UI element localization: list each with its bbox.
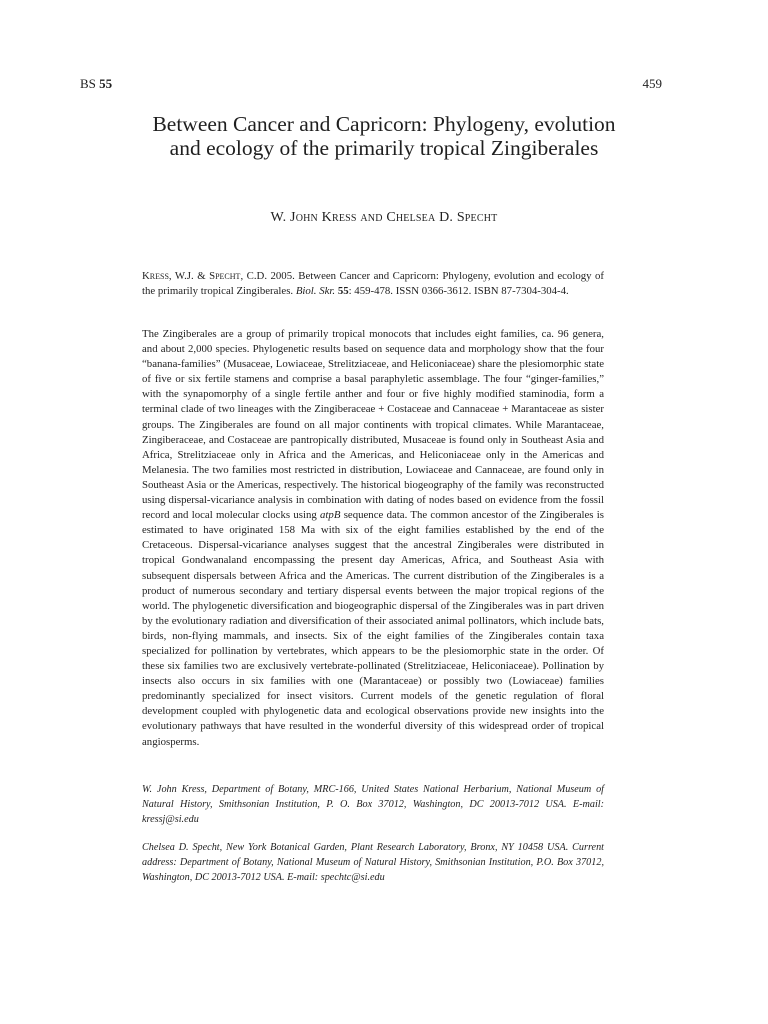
journal-volume: 55 (99, 76, 113, 91)
running-head-journal (80, 76, 112, 92)
citation-initials: , W.J. & (168, 270, 210, 282)
citation-tail: : 459-478. ISSN 0366-3612. ISBN 87-7304-304-4. (348, 285, 569, 297)
affiliation-kress: W. John Kress, Department of Botany, MRC-166, United States National Herbarium, National Museum of Natural History, Smithsonian Institution, P. O. Box 37012, Washington, DC 20013-7012 USA. E-mail: kressj@si.edu (142, 784, 604, 825)
article-title: Between Cancer and Capricorn: Phylogeny, evolution and ecology of the primarily tropical Zingiberales (152, 112, 616, 160)
citation-main: , C.D. 2005. Between Cancer and Capricorn: Phylogeny, evolution and ecology of the primarily tropical Zingiberales. (142, 270, 604, 297)
abstract-part-2: sequence data. The common ancestor of the Zingiberales is estimated to have originated 158 Ma with six of the eight families established by the end of the Cretaceous. Dispersal-vicariance analyses suggest that the ancestral Zingiberales were distributed in tropical Gondwanaland encompassing the present day Americas, Africa, and Southeast Asia with subsequent dispersals between Africa and the Americas. The current distribution of the Zingiberales is a product of numerous secondary and tertiary dispersal events between the major tropical regions of the world. The phylogenetic diversification and biogeographic dispersal of the Zingiberales was in part driven by the evolutionary radiation and diversification of their associated animal pollinators, which include bats, birds, non-flying mammals, and insects. Six of the eight families of the Zingiberales contain taxa specialized for pollination by vertebrates, which appears to be the plesiomorphic state in the order. Of these six families two are exclusively vertebrate-pollinated (Strelitziaceae, Heliconiaceae). Pollination by insects also occurs in six families with one (Marantaceae) or possibly two (Lowiaceae) families predominantly specialized for insect visitors. Current models of the genetic regulation of floral development coupled with phylogenetic data and ecological observations provide new insights into the evolutionary pathways that have resulted in the wonderful diversity of this widespread order of tropical angiosperms. (142, 509, 604, 748)
author-line: W. John Kress and Chelsea D. Specht (270, 210, 498, 225)
page-number: 459 (642, 76, 662, 91)
affiliation-specht: Chelsea D. Specht, New York Botanical Garden, Plant Research Laboratory, Bronx, NY 10458 USA. Current address: Department of Botany, National Museum of Natural History, Smithsonian Institution, P.O. Box 37012, Washington, DC 20013-7012 USA. E-mail: spechtc@si.edu (142, 842, 604, 883)
citation-author-2: Specht (209, 270, 241, 282)
citation-block (142, 269, 604, 299)
abstract-part-1: The Zingiberales are a group of primarily tropical monocots that includes eight families, ca. 96 genera, and about 2,000 species. Phylogenetic results based on sequence data and morphology show that the four “banana-families” (Musaceae, Lowiaceae, Strelitziaceae, and Heliconiaceae) share the plesiomorphic state of five or six fertile stamens and comprise a basal paraphyletic assemblage. The four “ginger-families,” with the synapomorphy of a single fertile anther and four or five highly modified staminodia, form a terminal clade of two lineages with the Zingiberaceae + Costaceae and Cannaceae + Marantaceae as sister groups. The Zingiberales are found on all major continents with tropical climates. While Marantaceae, Zingiberaceae, and Costaceae are pantropically distributed, Musaceae is found only in Southeast Asia and Africa, Strelitziaceae only in Africa and the Americas, and Heliconiaceae only in the Americas and Melanesia. The two families most restricted in distribution, Lowiaceae and Cannaceae, are found only in Southeast Asia or the Americas, respectively. The historical biogeography of the family was reconstructed using dispersal-vicariance analysis in combination with dating of nodes based on evidence from the fossil record and local molecular clocks using (142, 328, 604, 522)
journal-abbr: BS (80, 76, 96, 91)
abstract-gene-name: atpB (320, 509, 341, 522)
citation-journal: Biol. Skr. (295, 285, 336, 297)
citation-author-1: Kress (142, 270, 169, 282)
abstract-paragraph (142, 327, 604, 750)
citation-volume: 55 (337, 285, 349, 297)
